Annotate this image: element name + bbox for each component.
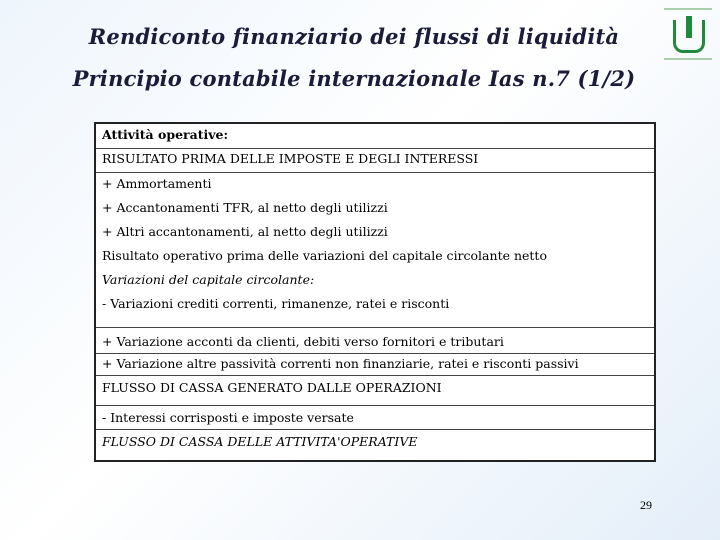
- table-row: + Ammortamenti: [102, 176, 212, 191]
- table-row: + Variazione acconti da clienti, debiti verso fornitori e tributari: [96, 334, 654, 354]
- page-number: 29: [640, 498, 652, 512]
- table-row: FLUSSO DI CASSA GENERATO DALLE OPERAZIONI: [96, 380, 654, 406]
- slide-title: Rendiconto finanziario dei flussi di liquidità: [88, 24, 620, 49]
- cash-flow-table: [94, 122, 656, 462]
- table-row: Variazioni del capitale circolante:: [102, 272, 315, 287]
- table-row: + Altri accantonamenti, al netto degli utilizzi: [102, 224, 388, 239]
- table-row: + Variazione altre passività correnti non finanziarie, ratei e risconti passivi: [96, 356, 654, 376]
- table-row: FLUSSO DI CASSA DELLE ATTIVITA'OPERATIVE: [102, 434, 418, 449]
- table-row: - Variazioni crediti correnti, rimanenze, ratei e risconti: [96, 296, 654, 328]
- table-row: Attività operative:: [96, 127, 654, 149]
- table-row: RISULTATO PRIMA DELLE IMPOSTE E DEGLI INTERESSI: [96, 151, 654, 173]
- table-row: - Interessi corrisposti e imposte versate: [96, 410, 654, 430]
- slide-subtitle: Principio contabile internazionale Ias n.7 (1/2): [72, 66, 636, 91]
- university-logo-icon: [664, 6, 716, 62]
- table-row: Risultato operativo prima delle variazioni del capitale circolante netto: [102, 248, 547, 263]
- table-row: + Accantonamenti TFR, al netto degli utilizzi: [102, 200, 388, 215]
